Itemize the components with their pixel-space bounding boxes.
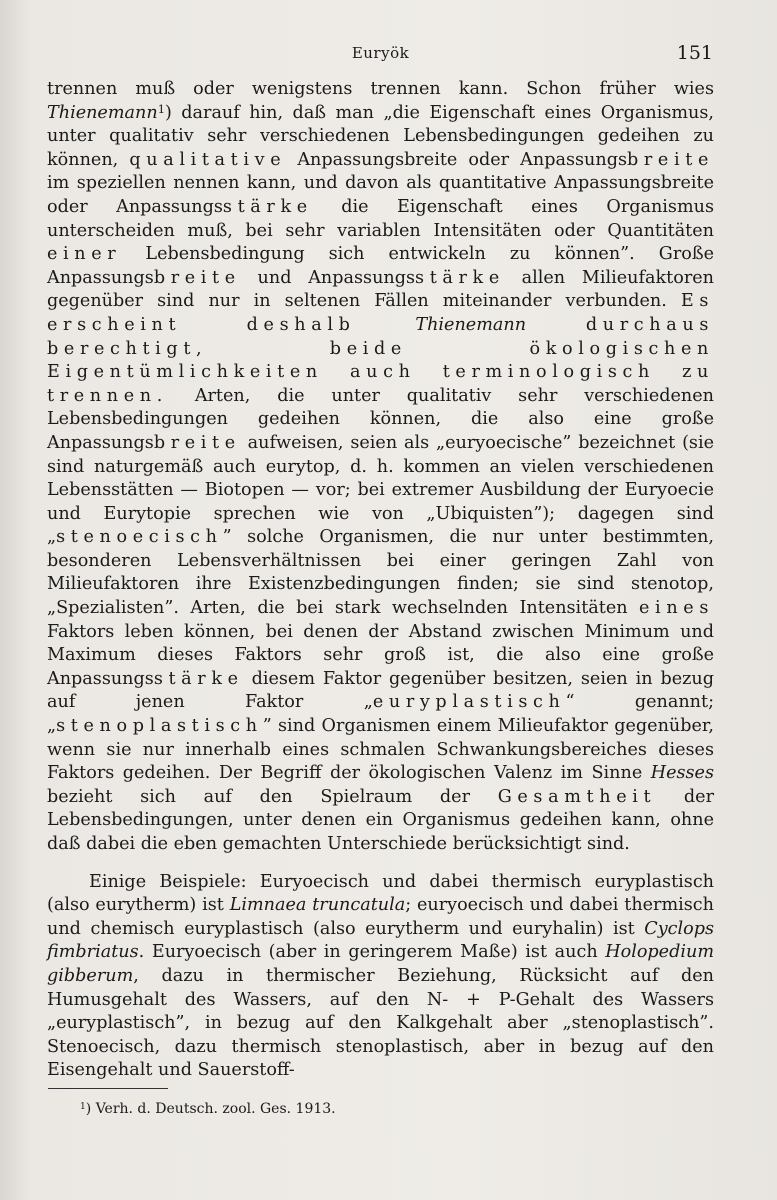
spaced-emphasis: breite <box>153 432 241 453</box>
author-name: Thienemann <box>47 102 158 123</box>
text-run: ” sind Organismen einem Milieufaktor gegenüber, wenn sie nur innerhalb eines schmalen Schwankungsbereiches dieses Faktors gedeihen. Der Begriff der ökologischen Valenz im Sinne <box>47 716 714 784</box>
footnote-mark: 1 <box>157 101 165 116</box>
text-run: diesem Faktor gegenüber besitzen, seien in bezug auf jenen Faktor „ <box>47 668 714 713</box>
body-text <box>47 78 714 1083</box>
spaced-emphasis: durchaus berechtigt, beide ökologischen Eigentümlichkeiten auch terminologisch zu trennen. <box>47 314 714 406</box>
spaced-emphasis: stärke <box>222 196 313 217</box>
text-run: Anpassungsbreite oder Anpassungs <box>286 149 627 170</box>
text-run: trennen muß oder wenigstens trennen kann. Schon früher wies <box>47 79 714 99</box>
paragraph-2 <box>47 871 714 1083</box>
text-run: “ genannt; „ <box>47 692 714 737</box>
spaced-emphasis: stenoplastisch <box>56 716 263 737</box>
footnote-divider <box>48 1088 168 1089</box>
spaced-emphasis: eines <box>639 598 714 619</box>
text-run: die Eigenschaft eines Organismus unterscheiden muß, bei sehr variablen Intensitäten oder Quantitäten <box>47 196 715 241</box>
text-run: allen Milieufaktoren gegenüber sind nur in seltenen Fällen miteinander verbunden. <box>47 267 714 312</box>
spaced-emphasis: Es erscheint deshalb <box>47 291 714 335</box>
text-run: Lebensbedingung sich entwickeln zu können”. Große Anpassungs <box>47 244 714 288</box>
spaced-emphasis: stärke <box>415 267 505 288</box>
spaced-emphasis: stenoecisch <box>56 527 223 548</box>
text-run: aufweisen, seien als „euryoecische” bezeichnet (sie sind naturgemäß auch eurytop, d. h. kommen an vielen verschiedenen Lebensstätten — Biotopen — vor; bei extremer Ausbildung der Euryoecie und Eurytopie sprechen wie von „Ubiquisten”); dagegen sind „ <box>47 432 714 548</box>
text-run: Arten, die unter qualitativ sehr verschiedenen Lebensbedingungen gedeihen können, die also eine große Anpassungs <box>47 385 714 453</box>
spaced-emphasis: qualitative <box>129 149 287 170</box>
spaced-emphasis: euryplastisch <box>372 692 566 713</box>
text-run: Faktors leben können, bei denen der Abstand zwischen Minimum und Maximum dieses Faktors sehr groß ist, die also eine große Anpassungs <box>47 621 714 689</box>
text-run <box>356 315 416 335</box>
text-run: und Anpassungs <box>240 267 416 288</box>
running-title: Euryök <box>351 44 410 62</box>
footnote <box>80 1100 336 1118</box>
text-run: ) darauf hin, daß man „die Eigenschaft eines Organismus, unter qualitativ sehr verschiedenen Lebensbedingungen gedeihen zu können, <box>47 102 714 170</box>
spaced-emphasis: stärke <box>153 668 244 689</box>
text-run <box>526 315 586 335</box>
text-run: ; euryoecisch und dabei thermisch und chemisch euryplastisch (also eurytherm und euryhalin) ist <box>47 895 714 939</box>
text-run: Einige Beispiele: Euryoecisch und dabei thermisch euryplastisch (also eurytherm) ist <box>47 871 714 916</box>
page-header <box>48 38 713 68</box>
spaced-emphasis: Gesamtheit <box>497 786 657 807</box>
author-name: Hesses <box>650 763 714 784</box>
text-run: bezieht sich auf den Spielraum der <box>47 786 498 807</box>
footnote-text: ) Verh. d. Deutsch. zool. Ges. 1913. <box>85 1101 336 1117</box>
species-name: Holopedium gibberum <box>47 942 714 986</box>
text-run: , dazu in thermischer Beziehung, Rücksicht auf den Humusgehalt des Wassers, auf den N- + P-Gehalt des Wassers „euryplastisch”, in bezug auf den Kalkgehalt aber „stenoplastisch”. Stenoecisch, dazu thermisch stenoplastisch, aber in bezug auf den Eisengehalt und Sauerstoff- <box>47 965 714 1081</box>
species-name: Cyclops fimbriatus <box>47 918 714 963</box>
spaced-emphasis: einer <box>47 244 122 265</box>
page-number: 151 <box>676 42 713 64</box>
text-run: der Lebensbedingungen, unter denen ein Organismus gedeihen kann, ohne daß dabei die eben gemachten Unterschiede berücksichtigt sind. <box>47 786 714 854</box>
spaced-emphasis: breite <box>153 267 241 288</box>
text-run: ” solche Organismen, die nur unter bestimmten, besonderen Lebensverhältnissen bei einer geringen Zahl von Milieufaktoren ihre Existenzbedingungen finden; sie sind stenotop, „Spezialisten”. Arten, die bei stark wechselnden Intensitäten <box>47 527 714 619</box>
author-name: Thienemann <box>415 314 527 335</box>
text-run: . Euryoecisch (aber in geringerem Maße) ist auch <box>138 942 606 963</box>
spaced-emphasis: breite <box>627 149 714 170</box>
paragraph-1 <box>47 78 714 857</box>
species-name: Limnaea truncatula <box>229 895 406 916</box>
text-run: im speziellen nennen kann, und davon als quantitative Anpassungsbreite oder Anpassungs <box>47 173 714 217</box>
footnote-number: 1 <box>80 1101 86 1112</box>
